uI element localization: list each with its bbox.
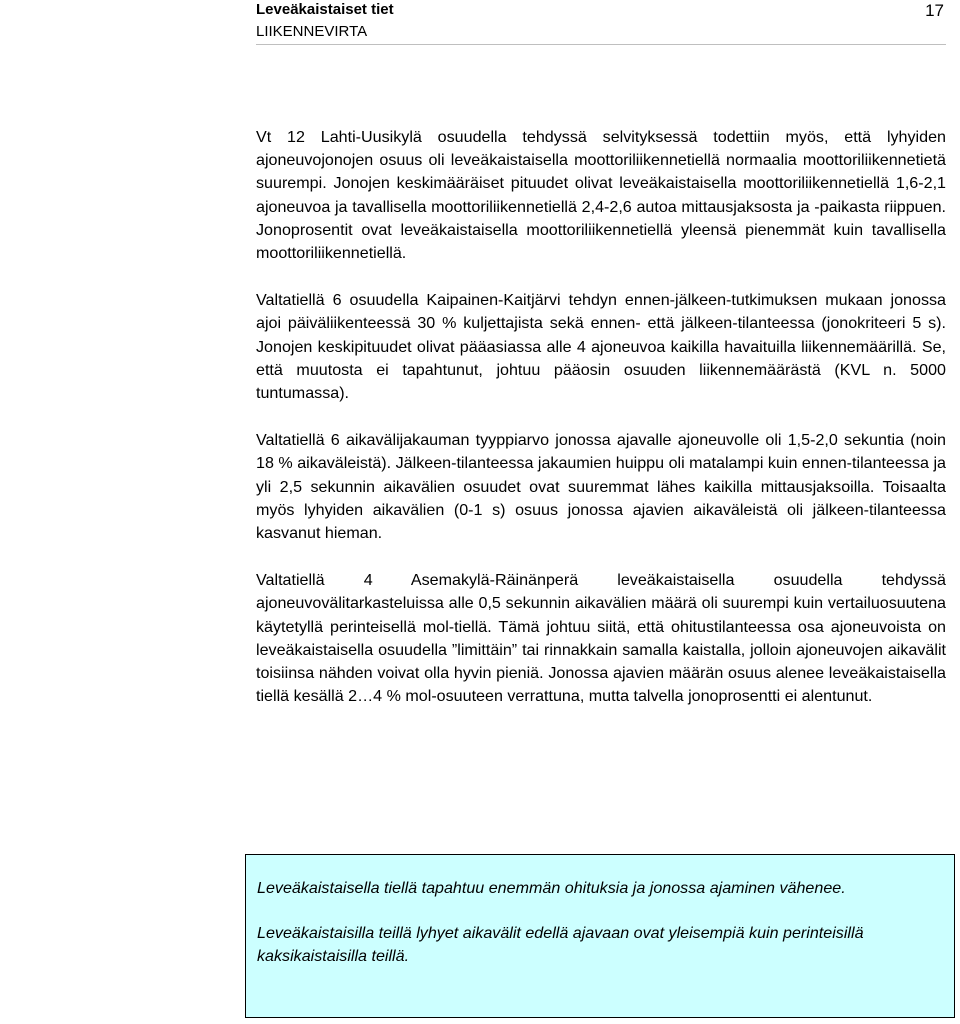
paragraph-vt6-headways: Valtatiellä 6 aikavälijakauman tyyppiarvo jonossa ajavalle ajoneuvolle oli 1,5-2,0 sekuntia (noin 18 % aikaväleistä). Jälkeen-tilanteessa jakaumien huippu oli matalampi kuin ennen-tilanteessa ja yli 2,5 sekunnin aikavälien osuudet ovat suuremmat lähes kaikilla mittausjaksoilla. Toisaalta myös lyhyiden aikavälien (0-1 s) osuus jonossa ajavien aikaväleistä oli jälkeen-tilanteessa kasvanut hieman.: [256, 431, 946, 543]
page-header: [0, 0, 960, 48]
section-title: LIIKENNEVIRTA: [256, 23, 368, 40]
document-title: Leveäkaistaiset tiet: [256, 1, 394, 18]
paragraph-vt4: Valtatiellä 4 Asemakylä-Räinänperä leveäkaistaisella osuudella tehdyssä ajoneuvovälitarkasteluissa alle 0,5 sekunnin aikavälien määrä oli suurempi kuin vertailuosuutena käytetyllä perinteisellä mol-tiellä. Tämä johtuu siitä, että ohitustilanteessa osa ajoneuvoista on leveäkaistaisella osuudella ”limittäin” tai rinnakkain samalla kaistalla, jolloin ajoneuvojen aikavälit toisiinsa nähden voivat olla hyvin pieniä. Jonossa ajavien määrän osuus alenee leveäkaistaisella tiellä kesällä 2…4 % mol-osuuteen verrattuna, mutta talvella jonoprosentti ei alentunut.: [256, 571, 946, 706]
paragraph-vt6-queues: Valtatiellä 6 osuudella Kaipainen-Kaitjärvi tehdyn ennen-jälkeen-tutkimuksen mukaan jonossa ajoi päiväliikenteessä 30 % kuljettajista sekä ennen- että jälkeen-tilanteessa (jonokriteeri 5 s). Jonojen keskipituudet olivat pääasiassa alle 4 ajoneuvoa kaikilla havaituilla liikennemäärillä. Se, että muutosta ei tapahtunut, johtuu pääosin osuuden liikennemäärästä (KVL n. 5000 tuntumassa).: [256, 291, 946, 403]
running-header: [256, 0, 394, 42]
header-divider: [256, 44, 946, 45]
body-text: [256, 126, 946, 732]
summary-content: [257, 877, 947, 991]
page-number: 17: [925, 1, 944, 20]
summary-box: [245, 854, 955, 1018]
summary-item: Leveäkaistaisilla teillä lyhyet aikavälit edellä ajavaan ovat yleisempiä kuin perinteisillä kaksikaistaisilla teillä.: [257, 924, 864, 966]
paragraph-vt12: Vt 12 Lahti-Uusikylä osuudella tehdyssä selvityksessä todettiin myös, että lyhyiden ajoneuvojonojen osuus oli leveäkaistaisella moottoriliikennetiellä normaalia moottoriliikennetietä suurempi. Jonojen keskimääräiset pituudet olivat leveäkaistaisella moottoriliikennetiellä 1,6-2,1 ajoneuvoa ja tavallisella moottoriliikennetiellä 2,4-2,6 autoa mittausjaksosta ja -paikasta riippuen. Jonoprosentit ovat leveäkaistaisella moottoriliikennetiellä yleensä pienemmät kuin tavallisella moottoriliikennetiellä.: [256, 128, 946, 263]
summary-item: Leveäkaistaisella tiellä tapahtuu enemmän ohituksia ja jonossa ajaminen vähenee.: [257, 879, 846, 897]
